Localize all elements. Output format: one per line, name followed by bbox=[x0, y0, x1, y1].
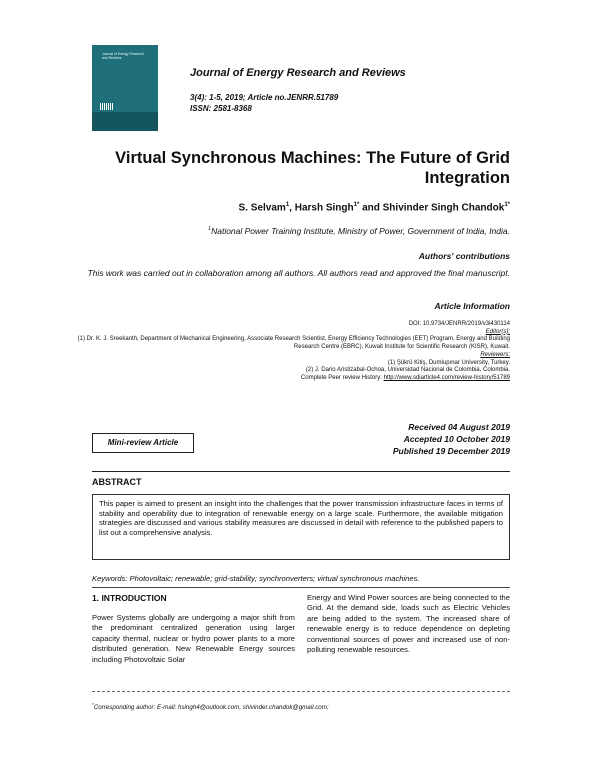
author-separator: , bbox=[289, 202, 295, 214]
intro-column-right: Energy and Wind Power sources are being connected to the Grid. At the demand side, loads such as Electric Vehicles are being added to the system. The increased share of renewable energy is to reduce dependence on depleting conventional sources of power and increased use of non-polluting renewable resources. bbox=[307, 593, 510, 655]
reviewers-label: Reviewers: bbox=[480, 351, 510, 358]
intro-column-left: Power Systems globally are undergoing a major shift from the predominant centralized generation using larger capacity thermal, nuclear or hydro power plants to a more distributed generation. New Renewable Energy sources including Photovoltaic Solar bbox=[92, 613, 295, 664]
reviewer-2: (2) J. Dario Aristizabal-Ochoa, Universidad Nacional de Colombia, Colombia. bbox=[305, 367, 510, 374]
editor-label: Editor(s): bbox=[485, 328, 510, 335]
author-name: Shivinder Singh Chandok bbox=[382, 202, 505, 214]
author-name: Harsh Singh bbox=[294, 202, 354, 214]
author-sup: 1* bbox=[504, 202, 510, 208]
article-info-heading: Article Information bbox=[434, 301, 510, 311]
divider bbox=[92, 471, 510, 472]
doi: DOI: 10.9734/JENRR/2019/v3i430114 bbox=[408, 321, 510, 327]
reviewer-1: (1) Şükrü Kitiş, Dumlupınar University, Turkey. bbox=[387, 359, 510, 366]
history-link[interactable]: http://www.sdiarticle4.com/review-history/51789 bbox=[383, 374, 510, 381]
accepted-date: Accepted 10 October 2019 bbox=[403, 434, 510, 444]
issn: ISSN: 2581-8368 bbox=[190, 104, 252, 113]
footnote-text: Corresponding author: E-mail: hsingh4@outlook.com, shivinder.chandok@gmail.com; bbox=[93, 704, 329, 712]
published-date: Published 19 December 2019 bbox=[392, 446, 510, 456]
peer-review-history bbox=[70, 375, 510, 383]
cover-strip bbox=[92, 112, 158, 131]
contributions-heading: Authors' contributions bbox=[418, 251, 510, 261]
article-info-block bbox=[70, 321, 510, 383]
history-label: Complete Peer review History: bbox=[300, 374, 384, 381]
editor-text: (1) Dr. K. J. Sreekanth, Department of Mechanical Engineering, Associate Research Scientist, Energy Efficiency Technologies (EET) Program, Energy and Building Research Centre (EBRC), Kuwait Institute for Scientific Research (KISR), Kuwait. bbox=[77, 336, 510, 351]
cover-barcode bbox=[100, 103, 114, 110]
abstract-heading: ABSTRACT bbox=[92, 477, 142, 487]
dates-block bbox=[393, 421, 510, 457]
affiliation-text: National Power Training Institute, Ministry of Power, Government of India, India. bbox=[211, 226, 510, 236]
author-sup: 1 bbox=[285, 202, 290, 208]
volume-info: 3(4): 1-5, 2019; Article no.JENRR.51789 bbox=[190, 93, 339, 102]
keywords: Keywords: Photovoltaic; renewable; grid-stability; synchronverters; virtual synchronous machines. bbox=[92, 574, 420, 583]
journal-cover-image bbox=[92, 45, 158, 131]
paper-title: Virtual Synchronous Machines: The Future of Grid Integration bbox=[115, 149, 510, 187]
abstract-text: This paper is aimed to present an insight into the challenges that the power transmission infrastructure faces in terms of stability and operability due to integration of renewable energy on a large scale. Furthermore, the available mitigation strategies are discussed and various stability measures are discussed in detail with reference to the published papers to list out a comprehensive analysis. bbox=[92, 494, 510, 560]
author-list bbox=[239, 202, 510, 213]
affiliation bbox=[208, 226, 510, 236]
received-date: Received 04 August 2019 bbox=[408, 422, 510, 432]
footnote-sup: * bbox=[92, 702, 94, 707]
cover-title: Journal of Energy Research and Reviews bbox=[102, 52, 145, 60]
section-heading-introduction: 1. INTRODUCTION bbox=[92, 593, 167, 603]
corresponding-author-footnote bbox=[92, 702, 329, 711]
author-sup: 1* bbox=[353, 202, 360, 208]
contributions-text: This work was carried out in collaboration among all authors. All authors read and approved the final manuscript. bbox=[87, 268, 510, 278]
affiliation-sup: 1 bbox=[208, 226, 212, 233]
journal-name: Journal of Energy Research and Reviews bbox=[190, 67, 406, 79]
divider bbox=[92, 587, 510, 588]
author-name: S. Selvam bbox=[238, 202, 286, 214]
author-and: and bbox=[359, 202, 383, 214]
article-type-badge: Mini-review Article bbox=[92, 433, 194, 453]
footnote-rule bbox=[92, 691, 510, 692]
